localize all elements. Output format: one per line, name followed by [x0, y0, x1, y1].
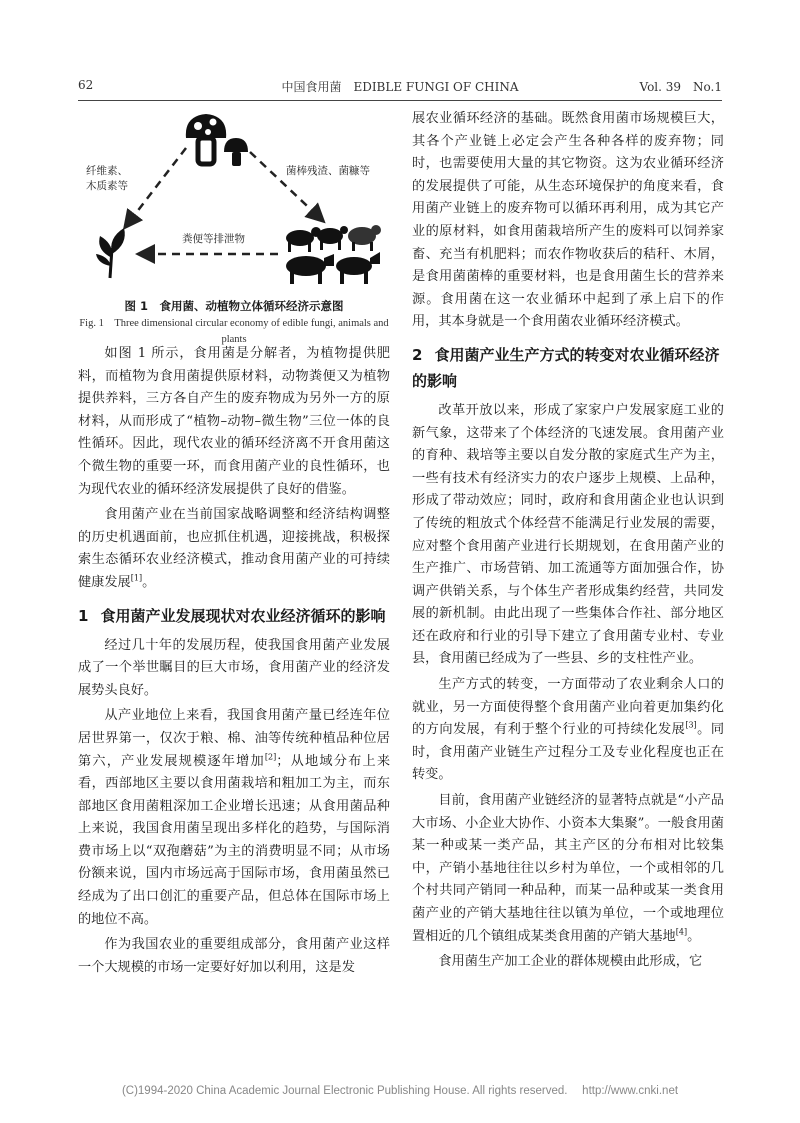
section-1-heading: 1 食用菌产业发展现状对农业经济循环的影响 — [78, 606, 386, 625]
arrow-plant-to-fungi — [126, 148, 186, 226]
right-paragraph-2: 改革开放以来，形成了家家户户发展家庭工业的新气象，这带来了个体经济的飞速发展。食用菌产业的育种、栽培等主要以自发分散的家庭式生产为主，一些有技术有经济实力的农户逐步上规模、上品种，形成了带动效应；同时，政府和食用菌企业也认识到了传统的粗放式个体经营不能满足行业发展的需要，应对整个食用菌产业进行长期规划，在食用菌产业的生产推广、市场营销、加工流通等方面加强合作，协调产供销关系，与个体生产者形成集约经营，共同发展的新机制。由此出现了一些集体合作社、部分地区还在政府和行业的引导下建立了食用菌专业村、专业县，食用菌已经成为了一些县、乡的支柱性产业。 — [412, 402, 724, 667]
label-manure: 粪便等排泄物 — [182, 233, 245, 245]
figure-1 — [78, 108, 390, 343]
copyright-footer: (C)1994-2020 China Academic Journal Electronic Publishing House. All rights reserved. http://www.cnki.net — [121, 1085, 679, 1097]
left-paragraph-2: 食用菌产业在当前国家战略调整和经济结构调整的历史机遇面前，也应抓住机遇，迎接挑战，积极探索生态循环农业经济模式，推动食用菌产业的可持续健康发展[1]。 — [78, 507, 390, 590]
arrow-fungi-to-animals — [250, 152, 322, 220]
right-column — [412, 108, 724, 977]
journal-name: 中国食用菌 EDIBLE FUNGI OF CHINA — [281, 80, 519, 94]
reference-3: [3] — [685, 720, 697, 730]
figure-caption-en: Fig. 1 Three dimensional circular economy of edible fungi, animals and plants — [79, 318, 389, 345]
left-paragraph-3: 经过几十年的发展历程，使我国食用菌产业发展成了一个举世瞩目的巨大市场，食用菌产业的经济发展势头良好。 — [78, 637, 390, 698]
right-paragraph-3: 生产方式的转变，一方面带动了农业剩余人口的就业，另一方面使得整个食用菌产业向着更加集约化的方向发展，有利于整个行业的可持续化发展[3]。同时，食用菌产业链生产过程分工及专业化程度也正在转变。 — [412, 677, 725, 783]
right-paragraph-5: 食用菌生产加工企业的群体规模由此形成，它 — [438, 954, 703, 970]
right-paragraph-1: 展农业循环经济的基础。既然食用菌市场规模巨大，其各个产业链上必定会产生各种各样的废弃物；同时，也需要使用大量的其它物资。这为农业循环经济的发展提供了可能，从生态环境保护的角度来看，食用菌产业链上的废弃物可以循环再利用，成为其它产业的原材料，如食用菌栽培所产生的废料可以饲养家畜、充当有机肥料；而农作物收获后的秸秆、木屑，是食用菌菌棒的重要材料，也是食用菌生长的营养来源。食用菌在这一农业循环中起到了承上启下的作用，其本身就是一个食用菌农业循环经济模式。 — [412, 111, 724, 330]
right-paragraph-4: 目前，食用菌产业链经济的显著特点就是“小产品大市场、小企业大协作、小资本大集聚”。一般食用菌某一种或某一类产品，其主产区的分布相对比较集中，产销小基地往往以乡村为单位，一个或相邻的几个村共同产销同一种品种，而某一品种或某一类食用菌产业的产销大基地往往以镇为单位，一个或地理位置相近的几个镇组成某类食用菌的产销大基地[4]。 — [412, 793, 724, 944]
page-number: 62 — [78, 78, 94, 92]
volume-issue: Vol. 39 No.1 — [639, 80, 722, 94]
label-cellulose: 纤维素、 木质素等 — [86, 165, 128, 192]
reference-2: [2] — [264, 752, 277, 762]
left-paragraph-4: 从产业地位上来看，我国食用菌产量已经连年位居世界第一，仅次于粮、棉、油等传统种植品种位居第六，产业发展规模逐年增加[2]；从地域分布上来看，西部地区主要以食用菌栽培和粗加工为主，而东部地区食用菌粗深加工企业增长迅速；从食用菌品种上来说，我国食用菌呈现出多样化的趋势，与国际消费市场上以“双孢蘑菇”为主的消费明显不同；从市场份额来说，国内市场远高于国际市场，食用菌虽然已经成为了出口创汇的重要产品，但总体在国际市场上的地位不高。 — [78, 708, 391, 927]
left-paragraph-5: 作为我国农业的重要组成部分，食用菌产业这样一个大规模的市场一定要好好加以利用，这是发 — [78, 937, 390, 975]
page-header — [78, 78, 722, 98]
left-column — [78, 108, 390, 982]
reference-4: [4] — [675, 927, 688, 937]
left-paragraph-1: 如图 1 所示，食用菌是分解者，为植物提供肥料，而植物为食用菌提供原材料，动物粪便又为植物提供养料，三方各自产生的废弃物成为另外一方的原材料，从而形成了“植物–动物–微生物”三位一体的良性循环。因此，现代农业的循环经济离不开食用菌这个微生物的重要一环，而食用菌产业的良性循环，也为现代农业的循环经济发展提供了良好的借鉴。 — [78, 346, 390, 497]
animals-icon — [286, 225, 381, 284]
label-residue: 菌棒残渣、菌糠等 — [286, 165, 370, 177]
section-2-heading: 2 食用菌产业生产方式的转变对农业循环经济的影响 — [412, 345, 720, 390]
header-rule — [78, 100, 722, 101]
reference-1: [1] — [130, 573, 143, 583]
mushroom-icon — [186, 114, 248, 166]
plant-icon — [96, 228, 125, 278]
figure-caption-cn: 图 1 食用菌、动植物立体循环经济示意图 — [124, 299, 344, 313]
